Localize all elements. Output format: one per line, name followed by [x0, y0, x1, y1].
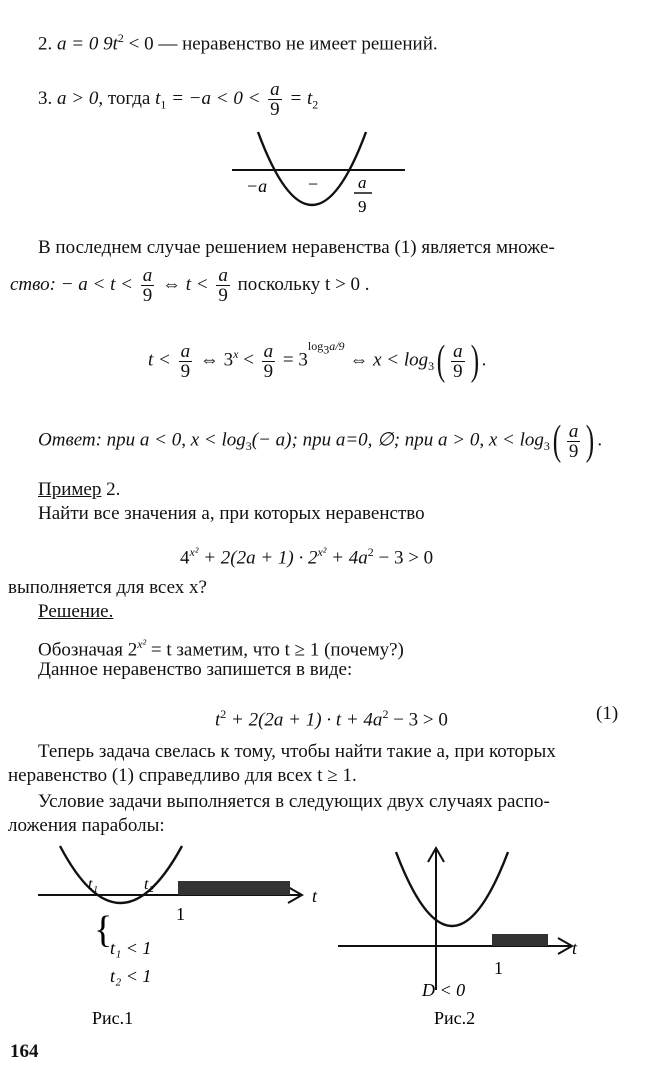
last-case-frac2-num: a	[218, 265, 228, 286]
last-case-suffix: поскольку t > 0 .	[232, 273, 370, 295]
last-case-frac2-den: 9	[218, 285, 228, 306]
case-3-then: , тогда	[98, 87, 156, 109]
top-parabola-figure	[220, 128, 420, 224]
answer-end: .	[597, 429, 603, 451]
answer-log-base-2: 3	[543, 439, 550, 454]
last-case-fraction-1	[141, 266, 155, 305]
denote-part-2: = t заметим, что t ≥ 1 (почему?)	[146, 639, 404, 661]
log-formula-base: 3	[428, 359, 435, 374]
case-3-t2-sub: 2	[312, 97, 319, 112]
case-2-text: < 0 — неравенство не имеет решений.	[123, 33, 438, 55]
rewrite-text: Данное неравенство запишется в виде:	[38, 659, 353, 680]
inequality-2-number: (1)	[596, 703, 619, 724]
ineq1-exp-1: x²	[189, 545, 199, 559]
fig1-system-line2: t₂ < 1	[110, 966, 152, 986]
fig2-discriminant: D < 0	[422, 980, 466, 1000]
log-close-paren: )	[470, 338, 479, 384]
last-case-paragraph-line2	[10, 266, 370, 305]
answer-log-base-1: 3	[245, 439, 252, 454]
ineq2-exp-2: 2	[382, 707, 389, 721]
log-formula-iff-3: ⇔ 3	[195, 349, 234, 371]
log-frac2-num: a	[263, 340, 274, 362]
figure-1	[30, 840, 330, 1040]
fig1-t2-label: t₂	[144, 876, 155, 893]
fig1-system-line1: t₁ < 1	[110, 938, 152, 958]
ineq2-part-2: + 2(2a + 1) · t + 4a	[226, 709, 383, 731]
inequality-2	[215, 702, 448, 732]
answer-frac-den: 9	[568, 440, 579, 462]
answer-line	[38, 420, 602, 462]
for-all-text: выполняется для всех x?	[8, 577, 207, 598]
ineq1-part-2: + 2(2a + 1) · 2	[198, 547, 318, 569]
log-formula-iff-log: ⇔ x < log	[344, 349, 429, 371]
case-3-middle: = −a < 0 <	[166, 87, 266, 109]
log-exp-log: log	[307, 339, 324, 354]
log-formula-t: t <	[148, 349, 176, 371]
last-case-prefix: ство: − a < t <	[10, 273, 138, 295]
last-case-fraction-2	[216, 266, 230, 305]
answer-frac-num: a	[568, 420, 579, 442]
log-formula	[148, 340, 486, 382]
log-exp-base: 3	[323, 342, 330, 357]
log-formula-x-exp: x	[233, 347, 239, 362]
answer-part-1: Ответ: при a < 0, x < log	[38, 429, 246, 451]
fig1-one-label: 1	[176, 904, 185, 924]
last-case-paragraph-line1: В последнем случае решением неравенства (1) является множе-	[38, 237, 555, 258]
fig2-caption: Рис.2	[434, 1008, 476, 1028]
log-formula-frac-2	[262, 342, 276, 381]
case-3-fraction	[268, 80, 282, 119]
last-case-frac1-den: 9	[142, 285, 153, 306]
log-exp-frac: a/9	[329, 339, 345, 354]
log-frac3-num: a	[453, 340, 463, 362]
fig1-axis-label: t	[312, 886, 318, 906]
example-heading	[38, 478, 120, 502]
log-formula-eq-3: = 3	[278, 349, 308, 371]
top-figure-left-root: −a	[246, 176, 268, 196]
fig1-caption: Рис.1	[92, 1008, 134, 1028]
ineq1-base-4: 4	[180, 547, 190, 569]
reduce-paragraph-line1: Теперь задача свелась к тому, чтобы найти такие a, при которых	[38, 741, 556, 762]
condition-paragraph-line1: Условие задачи выполняется в следующих двух случаях распо-	[38, 791, 550, 812]
log-formula-frac-3	[451, 342, 465, 381]
page-number: 164	[10, 1041, 39, 1062]
fig2-shaded-region	[492, 934, 548, 946]
ineq2-t: t	[215, 709, 221, 731]
denote-exp: x²	[137, 637, 147, 651]
case-3-condition: a > 0	[57, 87, 99, 109]
inequality-1	[180, 540, 433, 570]
case-3-frac-den: 9	[270, 99, 280, 120]
top-figure-right-num: a	[358, 173, 367, 192]
example-label: Пример	[38, 479, 102, 500]
answer-fraction	[567, 422, 581, 461]
answer-close-paren: )	[586, 418, 595, 464]
log-frac3-den: 9	[453, 360, 463, 382]
fig1-shaded-region	[178, 881, 290, 895]
condition-paragraph-line2: ложения параболы:	[8, 815, 165, 836]
case-2-power: 2	[117, 31, 124, 45]
fig2-parabola	[396, 852, 508, 926]
log-formula-dot: .	[481, 349, 487, 371]
case-3-frac-num: a	[270, 79, 280, 100]
figure-2	[334, 840, 594, 1040]
reduce-paragraph-line2: неравенство (1) справедливо для всех t ≥ 1.	[8, 765, 357, 786]
top-figure-minus: −	[308, 174, 319, 194]
ineq2-exp-1: 2	[220, 707, 227, 721]
fig2-one-label: 1	[494, 958, 503, 978]
ineq1-exp-2: x²	[317, 545, 327, 559]
last-case-frac1-num: a	[142, 265, 153, 286]
ineq2-part-3: − 3 > 0	[388, 709, 448, 731]
answer-open-paren: (	[552, 418, 562, 464]
case-3-t1: t	[155, 87, 161, 109]
ineq1-exp-3: 2	[367, 545, 374, 559]
fig2-axis-label: t	[572, 938, 578, 958]
log-formula-frac-1	[179, 342, 193, 381]
case-2-equation: a = 0 9t	[57, 33, 118, 55]
last-case-middle: ⇔ t <	[157, 273, 214, 295]
log-frac1-den: 9	[180, 360, 191, 382]
log-formula-exponent	[307, 339, 345, 357]
top-figure-right-den: 9	[358, 197, 367, 216]
top-figure-parabola	[258, 132, 366, 205]
case-3-number: 3.	[38, 87, 53, 109]
log-open-paren: (	[436, 338, 446, 384]
fig1-system-brace: {	[94, 909, 113, 951]
answer-part-2: (− a); при a=0, ∅; при a > 0, x < log	[251, 429, 544, 451]
log-formula-lt: <	[238, 349, 259, 371]
solution-label: Решение.	[38, 601, 114, 622]
case-3-t1-sub: 1	[160, 97, 167, 112]
denote-part-1: Обозначая 2	[38, 639, 138, 661]
case-3-eq-t2: = t	[284, 87, 313, 109]
fig1-t1-label: t₁	[88, 876, 99, 893]
case-3-line	[38, 80, 318, 119]
ineq1-part-4: − 3 > 0	[373, 547, 434, 569]
case-2-line	[38, 26, 438, 56]
task-text: Найти все значения a, при которых неравенство	[38, 503, 425, 524]
ineq1-part-3: + 4a	[326, 547, 368, 569]
log-frac1-num: a	[180, 340, 191, 362]
example-number: 2.	[101, 479, 121, 500]
case-2-number: 2.	[38, 33, 53, 55]
log-frac2-den: 9	[263, 360, 274, 382]
